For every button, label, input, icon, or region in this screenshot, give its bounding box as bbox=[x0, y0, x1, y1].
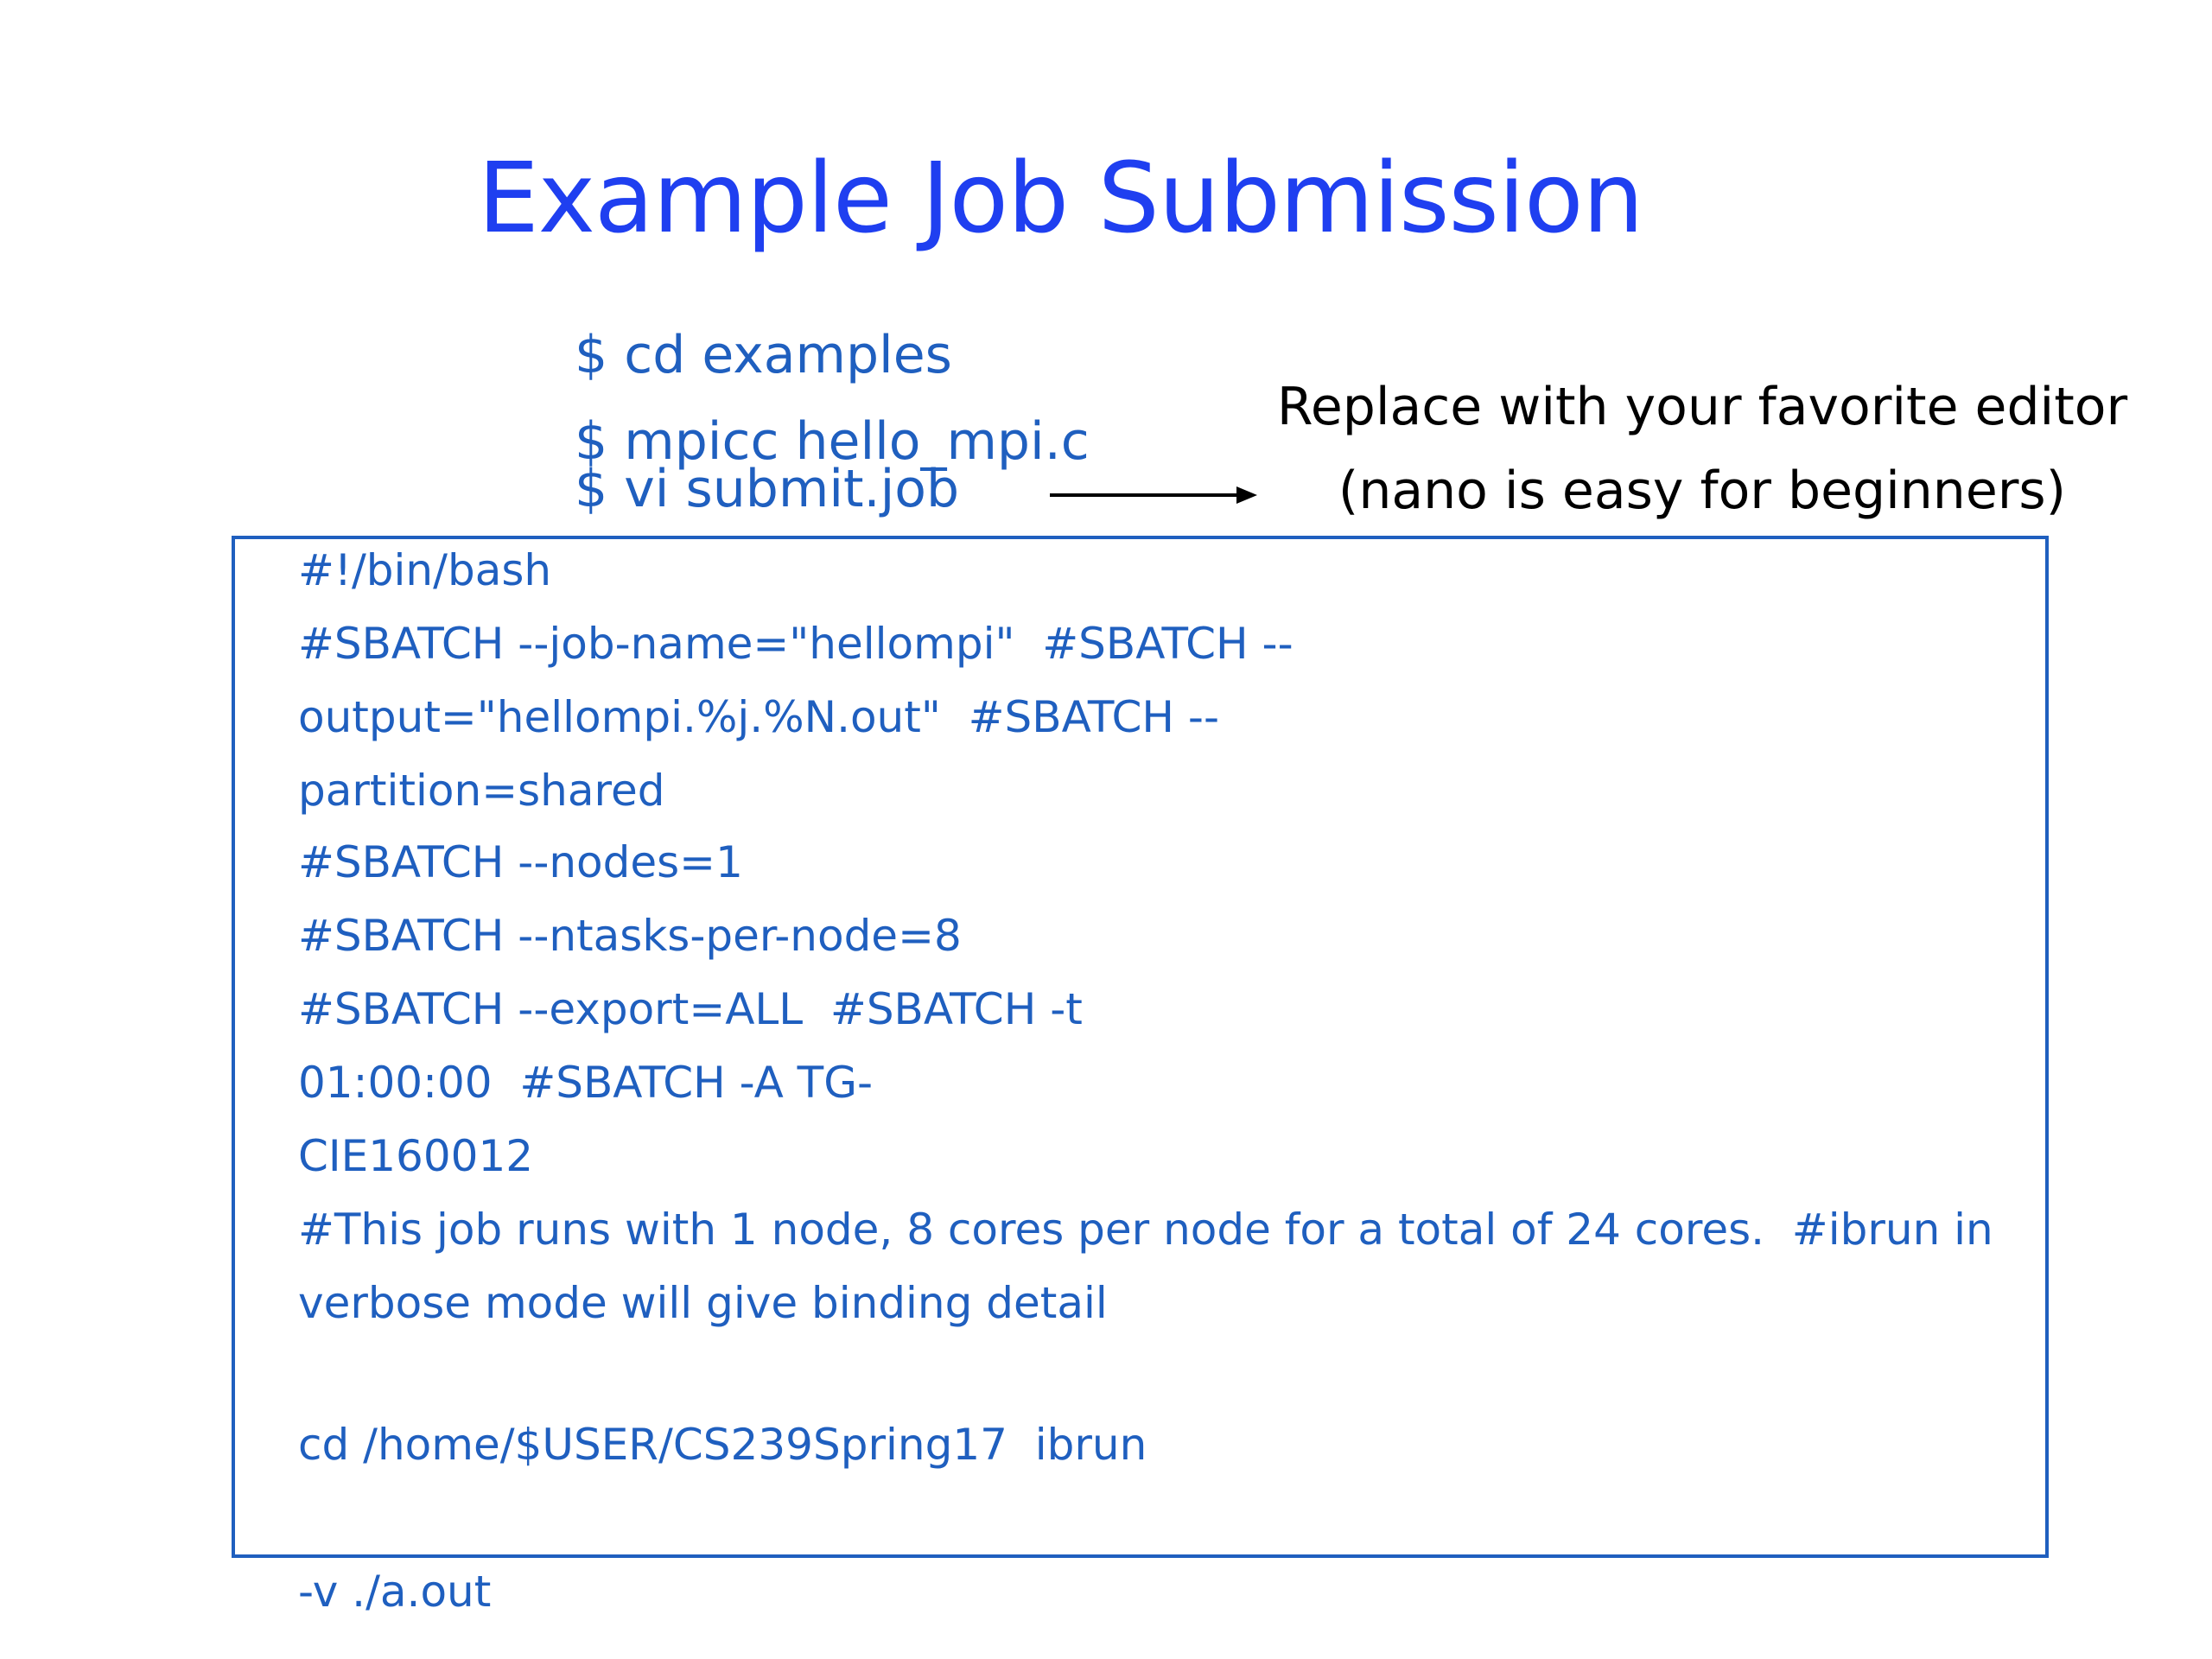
script-line: #SBATCH --job-name="hellompi" #SBATCH -- bbox=[298, 619, 1294, 669]
script-line: #SBATCH --nodes=1 bbox=[298, 837, 743, 887]
editor-note-line-2: (nano is easy for beginners) bbox=[1338, 461, 2067, 521]
editor-note-line-1: Replace with your favorite editor bbox=[1276, 377, 2128, 437]
command-mpicc: $ mpicc hello_mpi.c bbox=[575, 411, 1090, 472]
script-line: #This job runs with 1 node, 8 cores per node for a total of 24 cores. #ibrun in bbox=[298, 1205, 1993, 1255]
script-line: CIE160012 bbox=[298, 1131, 534, 1181]
command-vi-submit: $ vi submit.job bbox=[575, 459, 960, 519]
script-line: verbose mode will give binding detail bbox=[298, 1278, 1108, 1328]
script-line: output="hellompi.%j.%N.out" #SBATCH -- bbox=[298, 692, 1219, 742]
right-arrow-icon bbox=[1050, 480, 1257, 511]
slide-title: Example Job Submission bbox=[478, 143, 1643, 255]
script-box bbox=[232, 536, 2049, 1558]
script-line: #SBATCH --ntasks-per-node=8 bbox=[298, 911, 962, 961]
script-line: 01:00:00 #SBATCH -A TG- bbox=[298, 1058, 873, 1108]
script-line: #SBATCH --export=ALL #SBATCH -t bbox=[298, 984, 1083, 1034]
script-line: cd /home/$USER/CS239Spring17 ibrun bbox=[298, 1420, 1147, 1470]
script-line: partition=shared bbox=[298, 766, 665, 816]
script-line: #!/bin/bash bbox=[298, 545, 552, 595]
script-line: -v ./a.out bbox=[298, 1567, 492, 1617]
command-cd-examples: $ cd examples bbox=[575, 325, 952, 385]
